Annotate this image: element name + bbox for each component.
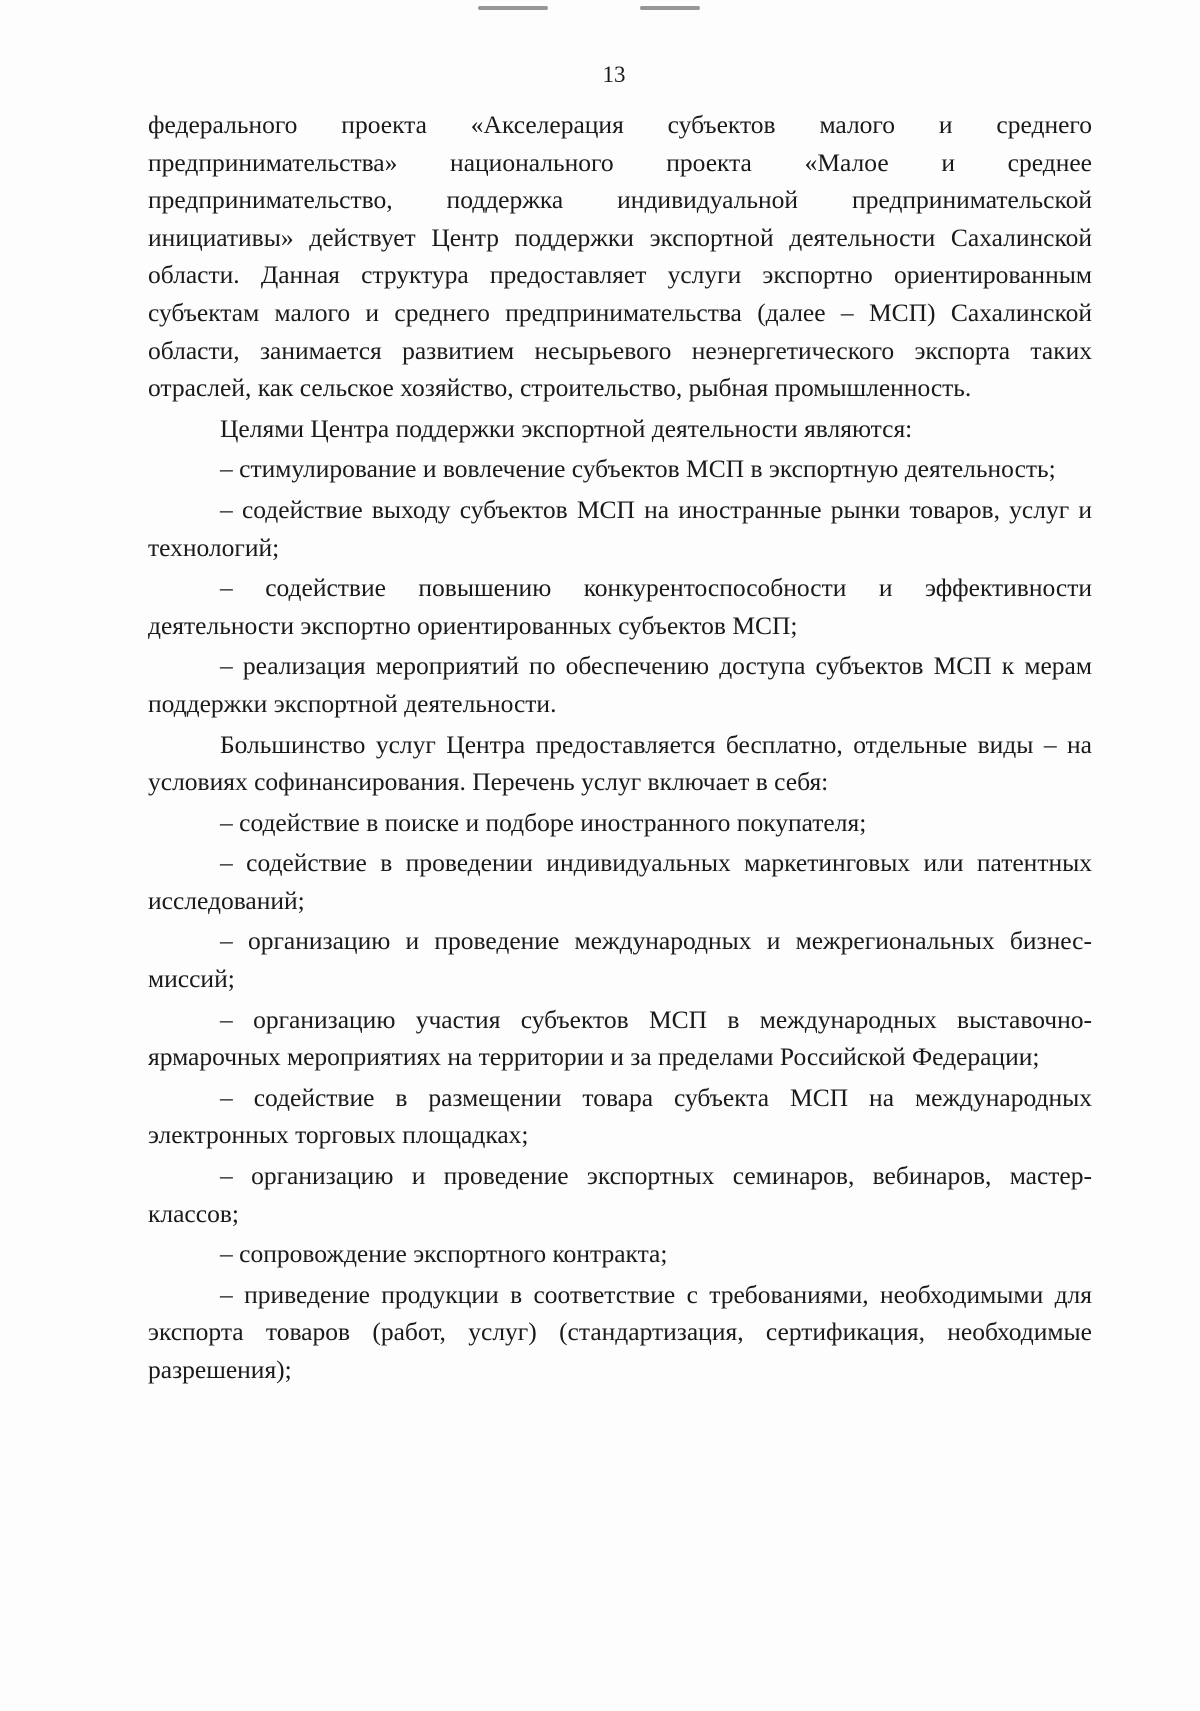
list-item: – содействие выходу субъектов МСП на иностранные рынки товаров, услуг и технологий; [148,494,1092,562]
list-item: – приведение продукции в соответствие с требованиями, необходимыми для экспорта товаров (работ, услуг) (стандартизация, сертификация, необходимые разрешения); [148,1279,1092,1384]
list-item: – организацию и проведение экспортных семинаров, вебинаров, мастер-классов; [148,1161,1092,1228]
list-item: – содействие повышению конкурентоспособности и эффективности деятельности экспортно ориентированных субъектов МСП; [148,573,1092,640]
list-item: – содействие в поиске и подборе иностранного покупателя; [220,807,867,837]
paragraph: Большинство услуг Центра предоставляется бесплатно, отдельные виды – на условиях софинансирования. Перечень услуг включает в себя: [148,729,1092,797]
document-body [148,106,1092,1389]
list-item: – организацию участия субъектов МСП в международных выставочно-ярмарочных мероприятиях на территории и за пределами Российской Федерации; [148,1004,1092,1072]
list-item: – сопровождение экспортного контракта; [220,1239,668,1269]
paragraph: федерального проекта «Акселерация субъектов малого и среднего предпринимательства» национального проекта «Малое и среднее предпринимательство, поддержка индивидуальной предпринимательской инициативы» действует Центр поддержки экспортной деятельности Сахалинской области. Данная структура предоставляет услуги экспортно ориентированным субъектам малого и среднего предпринимательства (далее – МСП) Сахалинской области, занимается развитием несырьевого неэнергетического экспорта таких отраслей, как сельское хозяйство, строительство, рыбная промышленность. [148,110,1092,403]
list-item: – содействие в проведении индивидуальных маркетинговых или патентных исследований; [148,848,1092,915]
list-item: – организацию и проведение международных и межрегиональных бизнес-миссий; [148,926,1092,994]
page-number: 13 [602,62,626,87]
paragraph: Целями Центра поддержки экспортной деятельности являются: [220,413,913,443]
list-item: – содействие в размещении товара субъекта МСП на международных электронных торговых площадках; [148,1082,1092,1150]
list-item: – реализация мероприятий по обеспечению доступа субъектов МСП к мерам поддержки экспортной деятельности. [148,651,1092,718]
scan-artifact [640,6,700,10]
list-item: – стимулирование и вовлечение субъектов МСП в экспортную деятельность; [220,454,1056,484]
scan-artifact [478,6,548,10]
